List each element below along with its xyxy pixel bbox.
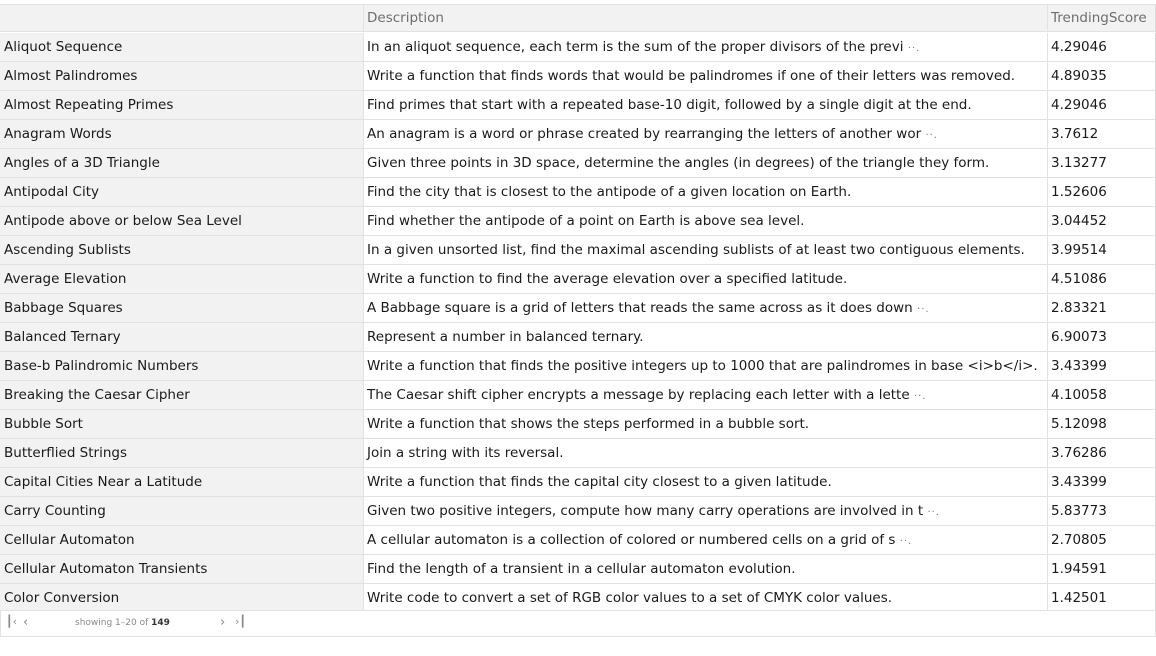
row-description — [364, 323, 1048, 352]
row-trending-score: 6.90073 — [1048, 323, 1156, 352]
table-row — [0, 265, 1156, 294]
description-text: Find the city that is closest to the antipode of a given location on Earth. — [367, 184, 852, 200]
row-trending-score: 3.43399 — [1048, 468, 1156, 497]
row-label: Antipode above or below Sea Level — [0, 207, 364, 236]
table-row — [0, 178, 1156, 207]
row-description — [364, 236, 1048, 265]
description-text: Given two positive integers, compute how many carry operations are involved in t — [367, 503, 924, 519]
description-text: Find whether the antipode of a point on Earth is above sea level. — [367, 213, 805, 229]
next-page-icon[interactable]: › — [220, 615, 226, 630]
row-trending-score: 5.83773 — [1048, 497, 1156, 526]
row-description — [364, 555, 1048, 584]
row-label: Almost Palindromes — [0, 62, 364, 91]
row-trending-score: 4.10058 — [1048, 381, 1156, 410]
row-label: Ascending Sublists — [0, 236, 364, 265]
row-label: Color Conversion — [0, 584, 364, 613]
row-trending-score: 3.43399 — [1048, 352, 1156, 381]
table-row — [0, 323, 1156, 352]
row-description — [364, 410, 1048, 439]
truncation-ellipsis-icon[interactable]: ··. — [927, 507, 940, 518]
row-label: Breaking the Caesar Cipher — [0, 381, 364, 410]
row-label: Antipodal City — [0, 178, 364, 207]
row-description — [364, 439, 1048, 468]
row-description — [364, 352, 1048, 381]
pagination-bar — [0, 610, 1156, 637]
row-trending-score: 4.51086 — [1048, 265, 1156, 294]
row-description — [364, 468, 1048, 497]
row-trending-score: 1.52606 — [1048, 178, 1156, 207]
table-row — [0, 555, 1156, 584]
row-description — [364, 294, 1048, 323]
table-header — [0, 4, 1156, 33]
row-label: Bubble Sort — [0, 410, 364, 439]
table-row — [0, 207, 1156, 236]
description-text: Represent a number in balanced ternary. — [367, 329, 644, 345]
header-trending-score[interactable]: TrendingScore — [1048, 4, 1156, 32]
row-label: Anagram Words — [0, 120, 364, 149]
row-trending-score: 2.83321 — [1048, 294, 1156, 323]
row-label: Cellular Automaton Transients — [0, 555, 364, 584]
row-label: Capital Cities Near a Latitude — [0, 468, 364, 497]
truncation-ellipsis-icon[interactable]: ··. — [913, 391, 927, 402]
table-row — [0, 352, 1156, 381]
row-label: Butterflied Strings — [0, 439, 364, 468]
row-label: Average Elevation — [0, 265, 364, 294]
row-description — [364, 265, 1048, 294]
last-page-icon[interactable]: ›┃ — [235, 615, 247, 628]
row-trending-score: 4.29046 — [1048, 33, 1156, 62]
row-label: Carry Counting — [0, 497, 364, 526]
previous-page-icon[interactable]: ‹ — [23, 615, 29, 630]
description-text: Find the length of a transient in a cellular automaton evolution. — [367, 561, 796, 577]
table-row — [0, 526, 1156, 555]
row-description — [364, 62, 1048, 91]
row-label: Cellular Automaton — [0, 526, 364, 555]
description-text: Find primes that start with a repeated base-10 digit, followed by a single digit at the end. — [367, 97, 972, 113]
description-text: Write a function that shows the steps performed in a bubble sort. — [367, 416, 810, 432]
header-row-label — [0, 4, 364, 32]
row-trending-score: 2.70805 — [1048, 526, 1156, 555]
description-text: In a given unsorted list, find the maximal ascending sublists of at least two contiguous elements. — [367, 242, 1025, 258]
row-description — [364, 381, 1048, 410]
row-trending-score: 3.04452 — [1048, 207, 1156, 236]
row-description — [364, 120, 1048, 149]
row-label: Base-b Palindromic Numbers — [0, 352, 364, 381]
row-trending-score: 4.29046 — [1048, 91, 1156, 120]
table-row — [0, 149, 1156, 178]
truncation-ellipsis-icon[interactable]: ··. — [917, 304, 930, 315]
table-row — [0, 584, 1156, 613]
description-text: Given three points in 3D space, determine the angles (in degrees) of the triangle they form. — [367, 155, 990, 171]
table-row — [0, 381, 1156, 410]
table-row — [0, 120, 1156, 149]
table-row — [0, 236, 1156, 265]
description-text: Write a function that finds the positive integers up to 1000 that are palindromes in base <i>b</i>. — [367, 358, 1038, 374]
description-text: A Babbage square is a grid of letters that reads the same across as it does down — [367, 300, 913, 316]
row-description — [364, 497, 1048, 526]
table-row — [0, 497, 1156, 526]
row-label: Aliquot Sequence — [0, 33, 364, 62]
row-trending-score: 3.13277 — [1048, 149, 1156, 178]
row-trending-score: 3.76286 — [1048, 439, 1156, 468]
truncation-ellipsis-icon[interactable]: ··. — [899, 536, 913, 547]
row-trending-score: 5.12098 — [1048, 410, 1156, 439]
row-label: Almost Repeating Primes — [0, 91, 364, 120]
first-page-icon[interactable]: ┃‹ — [6, 615, 18, 628]
row-description — [364, 584, 1048, 613]
row-trending-score: 1.94591 — [1048, 555, 1156, 584]
table-row — [0, 410, 1156, 439]
table-row — [0, 91, 1156, 120]
row-trending-score: 1.42501 — [1048, 584, 1156, 613]
row-label: Angles of a 3D Triangle — [0, 149, 364, 178]
row-description — [364, 178, 1048, 207]
table-row — [0, 439, 1156, 468]
description-text: Write a function to find the average elevation over a specified latitude. — [367, 271, 848, 287]
description-text: Write a function that finds words that would be palindromes if one of their letters was removed. — [367, 68, 1016, 84]
row-description — [364, 33, 1048, 62]
dataset-table — [0, 4, 1156, 613]
pagination-total: 149 — [151, 618, 170, 628]
table-row — [0, 468, 1156, 497]
row-label: Babbage Squares — [0, 294, 364, 323]
table-row — [0, 294, 1156, 323]
header-description[interactable]: Description — [364, 4, 1048, 32]
row-trending-score: 3.99514 — [1048, 236, 1156, 265]
description-text: Write code to convert a set of RGB color values to a set of CMYK color values. — [367, 590, 893, 606]
table-row — [0, 33, 1156, 62]
description-text: In an aliquot sequence, each term is the sum of the proper divisors of the previ — [367, 39, 904, 55]
pagination-status — [75, 618, 170, 628]
table-row — [0, 62, 1156, 91]
row-description — [364, 91, 1048, 120]
description-text: Write a function that finds the capital city closest to a given latitude. — [367, 474, 832, 490]
description-text: An anagram is a word or phrase created by rearranging the letters of another wor — [367, 126, 922, 142]
row-label: Balanced Ternary — [0, 323, 364, 352]
description-text: A cellular automaton is a collection of colored or numbered cells on a grid of s — [367, 532, 896, 548]
description-text: Join a string with its reversal. — [367, 445, 564, 461]
table-body — [0, 33, 1156, 613]
pagination-showing: showing 1–20 of — [75, 618, 149, 628]
truncation-ellipsis-icon[interactable]: ··. — [925, 130, 938, 141]
row-description — [364, 149, 1048, 178]
row-trending-score: 3.7612 — [1048, 120, 1156, 149]
description-text: The Caesar shift cipher encrypts a message by replacing each letter with a lette — [367, 387, 910, 403]
truncation-ellipsis-icon[interactable]: ··. — [907, 43, 921, 54]
row-trending-score: 4.89035 — [1048, 62, 1156, 91]
row-description — [364, 207, 1048, 236]
row-description — [364, 526, 1048, 555]
